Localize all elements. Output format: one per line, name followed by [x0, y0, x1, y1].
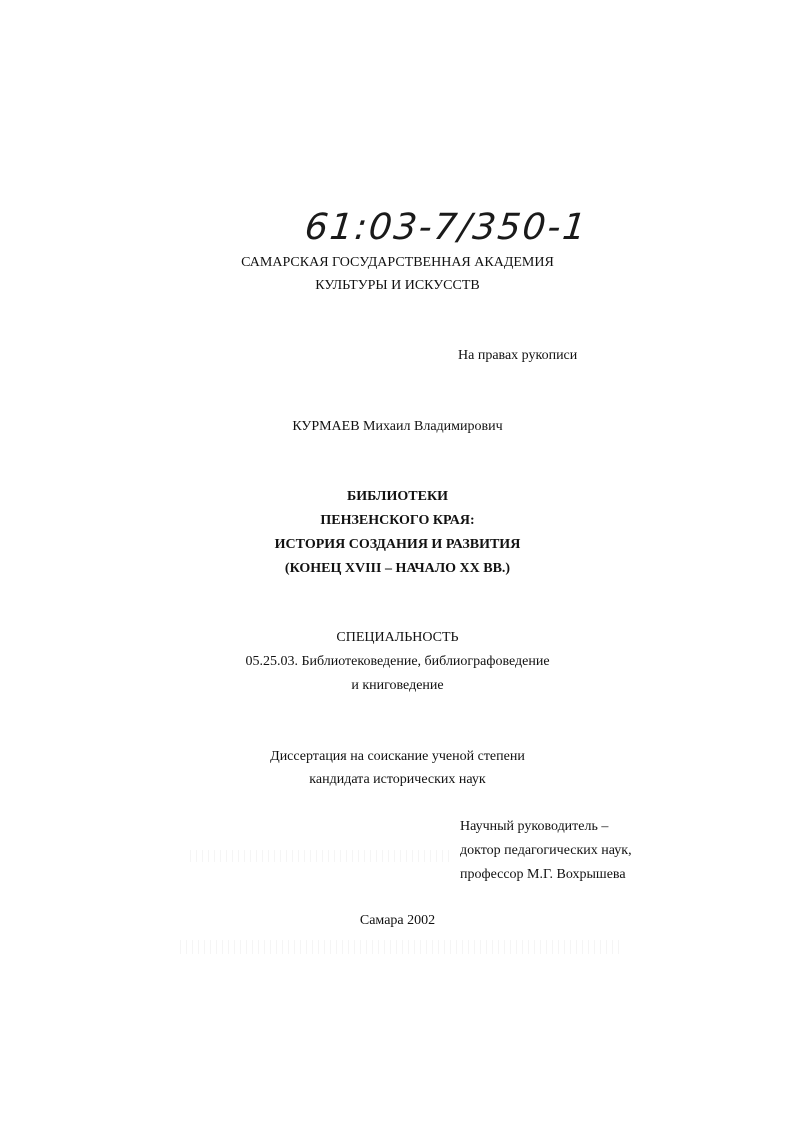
title-line-1: БИБЛИОТЕКИ: [347, 489, 448, 504]
archive-code-handwritten: 61:03-7/350-1: [302, 207, 590, 248]
title-line-2: ПЕНЗЕНСКОГО КРАЯ:: [320, 513, 475, 528]
rights-notice: На правах рукописи: [458, 348, 578, 363]
title-line-3: ИСТОРИЯ СОЗДАНИЯ И РАЗВИТИЯ: [274, 537, 521, 552]
supervisor-line-2: доктор педагогических наук,: [460, 843, 632, 858]
specialty-heading: СПЕЦИАЛЬНОСТЬ: [336, 630, 459, 645]
scan-noise: [180, 940, 620, 954]
supervisor-line-3: профессор М.Г. Вохрышева: [460, 867, 626, 882]
dissertation-line-2: кандидата исторических наук: [309, 772, 486, 787]
specialty-line-2: и книговедение: [351, 678, 444, 693]
institution-line-2: КУЛЬТУРЫ И ИСКУССТВ: [315, 278, 480, 293]
institution-line-1: САМАРСКАЯ ГОСУДАРСТВЕННАЯ АКАДЕМИЯ: [241, 255, 554, 270]
scan-noise: [190, 850, 450, 862]
place-year: Самара 2002: [359, 913, 436, 928]
supervisor-line-1: Научный руководитель –: [460, 819, 609, 834]
specialty-line-1: 05.25.03. Библиотековедение, библиографоведение: [245, 654, 550, 669]
dissertation-line-1: Диссертация на соискание ученой степени: [270, 749, 525, 764]
title-line-4: (КОНЕЦ XVIII – НАЧАЛО XX ВВ.): [284, 561, 511, 576]
author-name: КУРМАЕВ Михаил Владимирович: [292, 419, 503, 434]
